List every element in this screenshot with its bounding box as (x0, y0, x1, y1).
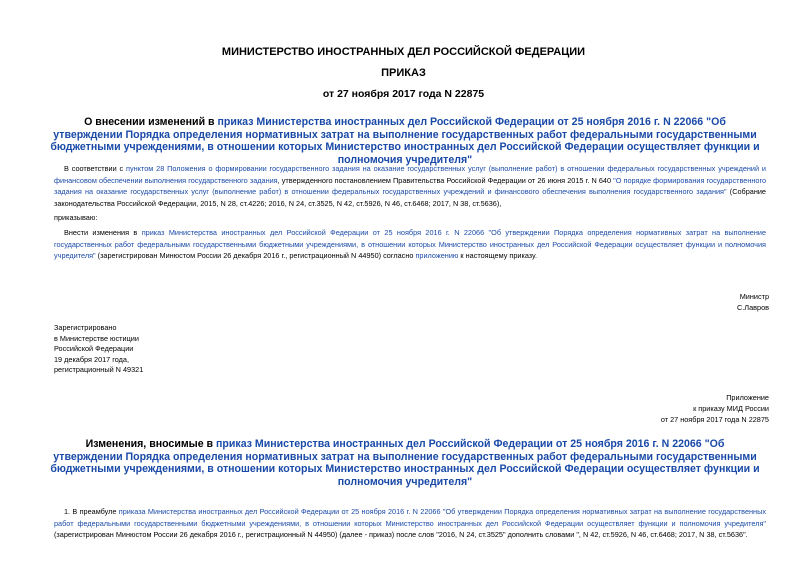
order-link-appendix[interactable]: приложению (415, 251, 459, 260)
registration-line: 19 декабря 2017 года, (54, 354, 130, 364)
signature-name: С.Лавров (736, 303, 769, 312)
appendix-line: к приказу МИД России (693, 404, 769, 413)
order-text-2: (зарегистрирован Минюстом России 26 декабря 2016 г., регистрационный N 44950) согласно (95, 251, 416, 260)
item-1-text-2: (зарегистрирован Минюстом России 26 декабря 2016 г., регистрационный N 44950) (далее - приказ) после слов "2016, N 24, ст.3525" дополнить словами ", N 42, ст.5926, N 46, ст.6468; 2017, N 38, ст.5636". (54, 530, 748, 539)
appendix-line: от 27 ноября 2017 года N 22875 (660, 415, 769, 424)
order-paragraph (54, 227, 766, 262)
registration-line: Российской Федерации (54, 344, 134, 354)
order-text-3: к настоящему приказу. (458, 251, 538, 260)
signature-block (737, 291, 769, 313)
registration-line: Зарегистрировано (54, 323, 117, 332)
changes-title (50, 438, 760, 488)
item-1-text-1: 1. В преамбуле (64, 507, 119, 516)
order-title (50, 116, 760, 166)
appendix-line: Приложение (726, 393, 769, 402)
registration-line: в Министерстве юстиции (54, 333, 139, 343)
document-type: ПРИКАЗ (381, 67, 426, 79)
ministry-heading: МИНИСТЕРСТВО ИНОСТРАННЫХ ДЕЛ РОССИЙСКОЙ ФЕДЕРАЦИИ (221, 46, 586, 58)
changes-title-link[interactable]: приказ Министерства иностранных дел Российской Федерации от 25 ноября 2016 г. N 22066 "Об утверждении Порядка определения нормативных затрат на выполнение государственных работ федеральными государственными бюджетными учреждениями, в отношении которых Министерство иностранных дел Российской Федерации осуществляет функции и полномочия учредителя" (50, 438, 760, 488)
preamble-text-3: (Собрание законодательства Российской Федерации, 2015, N 28, ст.4226; 2016, N 24, ст.3525, N 42, ст.5926, N 46, ст.6468; 2017, N 38, ст.5636), (54, 187, 766, 208)
order-date-number: от 27 ноября 2017 года N 22875 (322, 88, 485, 100)
preamble-link-clause-28[interactable]: пунктом 28 Положения о формировании государственного задания на оказание государственных услуг (выполнение работ) в отношении федеральных государственных учреждений и финансовом обеспечении выполнения государственного задания (54, 164, 767, 185)
registration-line: регистрационный N 49321 (54, 365, 144, 375)
signature-position: Министр (739, 292, 769, 301)
registration-block (54, 323, 143, 376)
preamble-text-1: В соответствии с (64, 164, 127, 173)
preamble-text-2: , утвержденного постановлением Правительства Российской Федерации от 26 июня 2015 г. N 640 (277, 175, 614, 185)
item-1-paragraph (54, 506, 766, 541)
item-1-link[interactable]: приказа Министерства иностранных дел Российской Федерации от 25 ноября 2016 г. N 22066 "Об утверждении Порядка определения нормативных затрат на выполнение государственных работ федеральными государственными бюджетными учреждениями, в отношении которых Министерство иностранных дел Российской Федерации осуществляет функции и полномочия учредителя" (54, 507, 766, 528)
preamble-paragraph (54, 163, 766, 209)
order-text-1: Внести изменения в (64, 228, 142, 237)
appendix-block (661, 392, 769, 425)
order-title-prefix: О внесении изменений в (84, 116, 218, 128)
order-word: приказываю: (54, 213, 98, 222)
changes-title-prefix: Изменения, вносимые в (85, 438, 217, 450)
order-title-link[interactable]: приказ Министерства иностранных дел Российской Федерации от 25 ноября 2016 г. N 22066 "Об утверждении Порядка определения нормативных затрат на выполнение государственных работ федеральными государственными бюджетными учреждениями, в отношении которых Министерство иностранных дел Российской Федерации осуществляет функции и полномочия учредителя" (50, 116, 760, 166)
preamble-link-resolution-640[interactable]: "О порядке формирования государственного задания на оказание государственных услуг (выполнение работ) в отношении федеральных государственных учреждений и финансового обеспечения выполнения государственного задания" (54, 175, 767, 196)
order-link-22066[interactable]: приказ Министерства иностранных дел Российской Федерации от 25 ноября 2016 г. N 22066 "Об утверждении Порядка определения нормативных затрат на выполнение государственных работ федеральными государственными бюджетными учреждениями, в отношении которых Министерство иностранных дел Российской Федерации осуществляет функции и полномочия учредителя" (54, 228, 767, 260)
